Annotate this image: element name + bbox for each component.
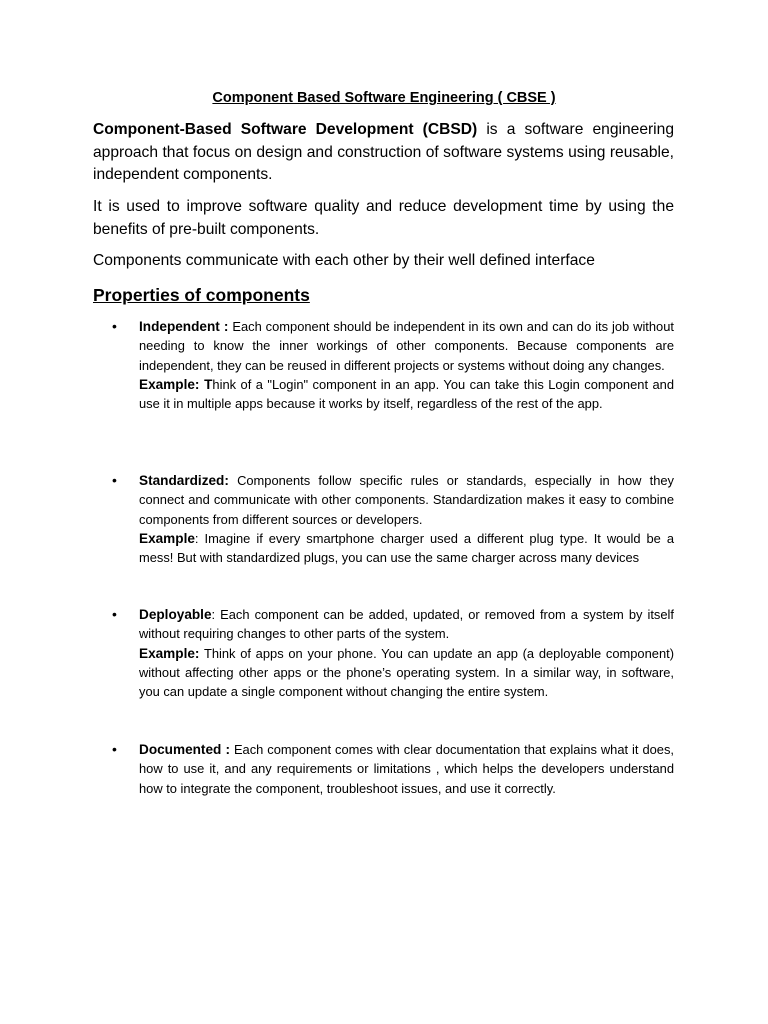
cbsd-term: Component-Based Software Development (CBSD) [93,121,478,138]
bullet-icon: • [112,606,117,622]
intro-paragraph-2-text: It is used to improve software quality and reduce development time by using the benefits of pre-built components. [93,198,674,238]
example-label: Example [139,530,195,546]
example-text: Think of apps on your phone. You can update an app (a deployable component) without affecting other apps or the phone’s operating system. In a similar way, in software, you can update a single component without changing the entire system. [139,645,674,700]
intro-paragraph-3-text: Components communicate with each other by their well defined interface [93,252,595,269]
property-item-deployable [112,605,674,701]
property-description: Each component should be independent in its own and can do its job without needing to know the inner workings of other components. Because components are independent, they can be reused in different projects or systems without doing any changes. [139,319,674,373]
property-description: : Each component can be added, updated, or removed from a system by itself without requiring changes to other parts of the system. [139,607,674,642]
bullet-icon: • [112,472,117,488]
property-term: Documented : [139,742,230,757]
intro-paragraph-2 [93,196,674,241]
example-label: Example: T [139,376,213,392]
property-item-documented [112,740,674,798]
example-text: hink of a "Login" component in an app. You can take this Login component and use it in multiple apps because it works by itself, regardless of the rest of the app. [139,376,674,412]
property-term: Deployable [139,607,212,622]
example-text: : Imagine if every smartphone charger used a different plug type. It would be a mess! But with standardized plugs, you can use the same charger across many devices [139,530,674,566]
example-label: Example: [139,645,200,661]
intro-paragraph-1-text: is a software engineering approach that focus on design and construction of software systems using reusable, independent components. [93,121,674,183]
property-term: Independent : [139,319,229,334]
bullet-icon: • [112,741,117,757]
property-description: Each component comes with clear documentation that explains what it does, how to use it, and any requirements or limitations , which helps the developers understand how to integrate the component, troubleshoot issues, and use it correctly. [139,742,674,796]
properties-heading: Properties of components [93,285,310,305]
property-description: Components follow specific rules or standards, especially in how they connect and communicate with other components. Standardization makes it easy to combine components from different sources or developers. [139,473,674,527]
property-item-standardized [112,471,674,567]
intro-paragraph-3 [93,250,674,273]
property-term: Standardized: [139,473,229,488]
property-item-independent [112,317,674,413]
bullet-icon: • [112,318,117,334]
intro-paragraph-1 [93,119,674,187]
document-title: Component Based Software Engineering ( CBSE ) [212,90,556,106]
